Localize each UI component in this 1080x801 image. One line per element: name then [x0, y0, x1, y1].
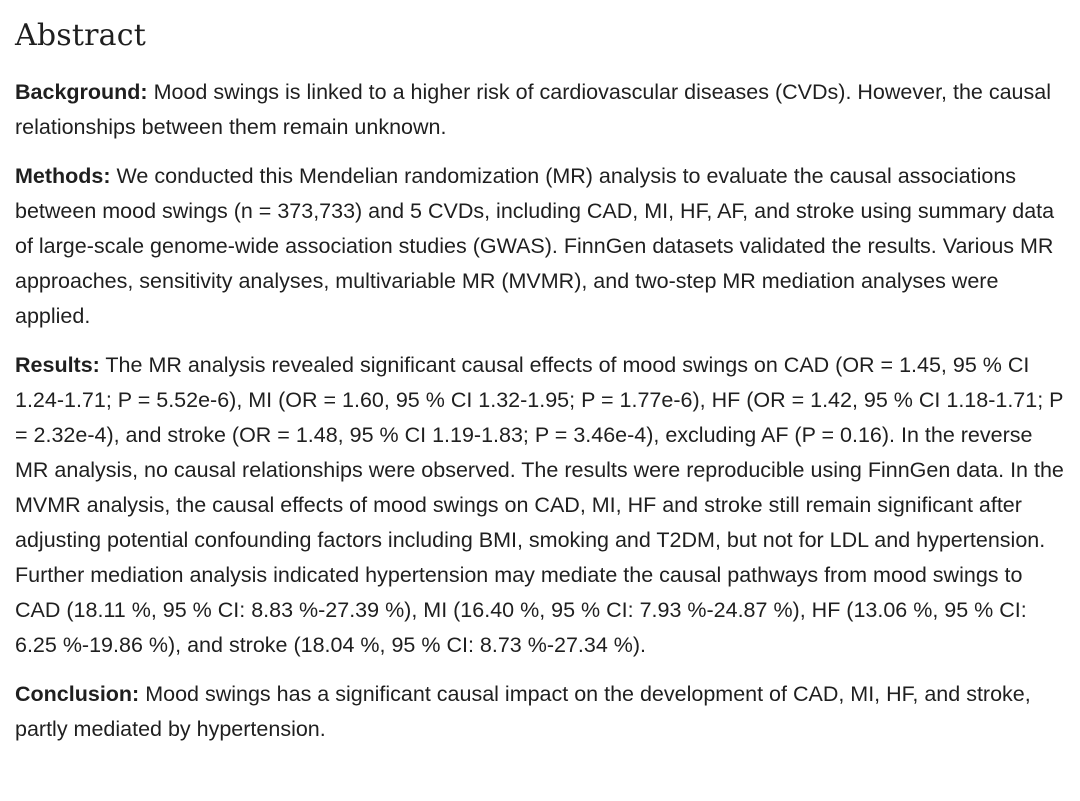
results-label: Results: — [15, 353, 100, 377]
abstract-heading: Abstract — [15, 18, 147, 53]
background-label: Background: — [15, 80, 148, 104]
methods-text: We conducted this Mendelian randomization (MR) analysis to evaluate the causal associations between mood swings (n = 373,733) and 5 CVDs, including CAD, MI, HF, AF, and stroke using summary data of large-scale genome-wide association studies (GWAS). FinnGen datasets validated the results. Various MR approaches, sensitivity analyses, multivariable MR (MVMR), and two-step MR mediation analyses were applied. — [15, 164, 1055, 328]
results-text: The MR analysis revealed significant causal effects of mood swings on CAD (OR = 1.45, 95 % CI 1.24-1.71; P = 5.52e-6), MI (OR = 1.60, 95 % CI 1.32-1.95; P = 1.77e-6), HF (OR = 1.42, 95 % CI 1.18-1.71; P = 2.32e-4), and stroke (OR = 1.48, 95 % CI 1.19-1.83; P = 3.46e-4), excluding AF (P = 0.16). In the reverse MR analysis, no causal relationships were observed. The results were reproducible using FinnGen data. In the MVMR analysis, the causal effects of mood swings on CAD, MI, HF and stroke still remain significant after adjusting potential confounding factors including BMI, smoking and T2DM, but not for LDL and hypertension. Further mediation analysis indicated hypertension may mediate the causal pathways from mood swings to CAD (18.11 %, 95 % CI: 8.83 %-27.39 %), MI (16.40 %, 95 % CI: 7.93 %-24.87 %), HF (13.06 %, 95 % CI: 6.25 %-19.86 %), and stroke (18.04 %, 95 % CI: 8.73 %-27.34 %). — [15, 353, 1064, 657]
methods-label: Methods: — [15, 164, 111, 188]
background-section — [15, 75, 1066, 145]
results-section — [15, 348, 1066, 663]
conclusion-text: Mood swings has a significant causal impact on the development of CAD, MI, HF, and stroke, partly mediated by hypertension. — [15, 682, 1031, 741]
background-text: Mood swings is linked to a higher risk of cardiovascular diseases (CVDs). However, the causal relationships between them remain unknown. — [15, 80, 1051, 139]
methods-section — [15, 159, 1066, 334]
conclusion-label: Conclusion: — [15, 682, 140, 706]
abstract — [15, 14, 1066, 747]
conclusion-section — [15, 677, 1066, 747]
